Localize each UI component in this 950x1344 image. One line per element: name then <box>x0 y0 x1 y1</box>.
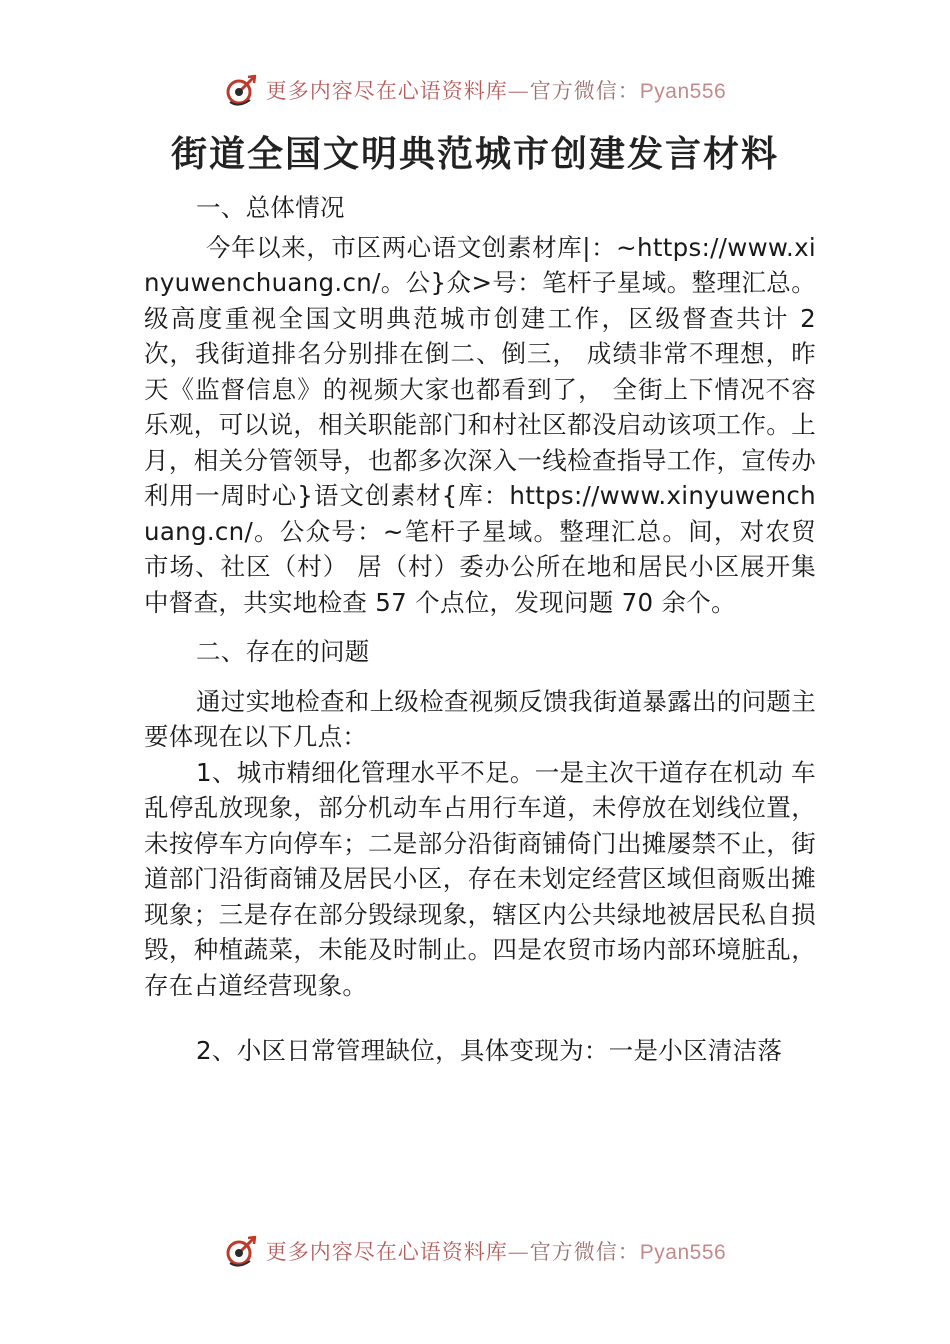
brand-logo-icon <box>224 1233 260 1269</box>
header-watermark <box>0 72 950 108</box>
section2-intro: 通过实地检查和上级检查视频反馈我街道暴露出的问题主要体现在以下几点： <box>144 686 816 751</box>
document-body <box>144 190 816 1069</box>
brand-logo-icon <box>224 72 260 108</box>
section2-item1: 1、城市精细化管理水平不足。一是主次干道存在机动 车乱停乱放现象，部分机动车占用行车道，未停放在划线位置，未按停车方向停车；二是部分沿街商铺倚门出摊屡禁不止，街道部门沿街商铺及居民小区，存在未划定经营区域但商贩出摊现象；三是存在部分毁绿现象，辖区内公共绿地被居民私自损毁，种植蔬菜，未能及时制止。四是农贸市场内部环境脏乱，存在占道经营现象。 <box>144 757 816 1000</box>
footer-watermark <box>0 1233 950 1269</box>
footer-watermark-text: 更多内容尽在心语资料库—官方微信：Pyan556 <box>265 1240 727 1264</box>
document-title: 街道全国文明典范城市创建发言材料 <box>170 133 779 175</box>
section2-heading: 二、存在的问题 <box>196 637 370 666</box>
section1-paragraph: 今年以来，市区两心语文创素材库|：~https://www.xinyuwenchuang.cn/。公}众>号：笔杆子星域。整理汇总。级高度重视全国文明典范城市创建工作，区级督查共计 2 次，我街道排名分别排在倒二、倒三， 成绩非常不理想，昨天《监督信息》的视频大家也都看到了， 全街上下情况不容乐观，可以说，相关职能部门和村社区都没启动该项工作。上月，相关分管领导，也都多次深入一线检查指导工作，宣传办利用一周时心}语文创素材{库：https://www.xinyuwenchuang.cn/。公众号：~笔杆子星域。整理汇总。间，对农贸市场、社区（村） 居（村）委办公所在地和居民小区展开集中督查，共实地检查 57 个点位，发现问题 70 余个。 <box>144 232 816 617</box>
section1-heading: 一、总体情况 <box>196 193 345 222</box>
header-watermark-text: 更多内容尽在心语资料库—官方微信：Pyan556 <box>265 79 727 103</box>
section2-item2: 2、小区日常管理缺位，具体变现为：一是小区清洁落 <box>196 1036 783 1065</box>
